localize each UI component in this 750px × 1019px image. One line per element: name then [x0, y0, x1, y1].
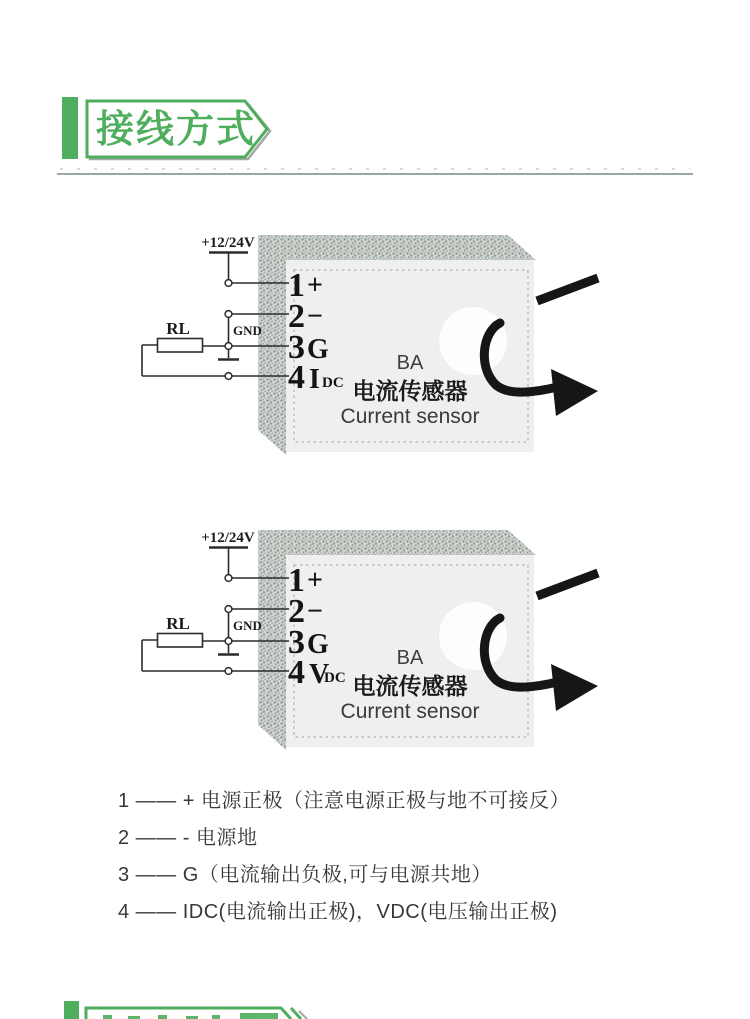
wire-hole: [439, 602, 507, 670]
measured-wire-segment: [537, 573, 598, 596]
terminal-3-symbol: G: [307, 629, 329, 660]
load-resistor-label: RL: [166, 614, 190, 633]
section-title: 接线方式: [96, 109, 257, 151]
header-arrow-chevron: [291, 1008, 301, 1019]
sensor-left-edge: [258, 555, 286, 750]
clipped-title-text-fragments: [103, 1013, 278, 1019]
device-name-cn: 电流传感器: [352, 378, 468, 404]
wiring-diagram-current-output: [142, 235, 598, 455]
next-section-header-clipped: [64, 1001, 307, 1019]
power-supply-label: +12/24V: [201, 530, 255, 546]
terminal-4-symbol: V: [309, 659, 330, 690]
section-header: [57, 97, 693, 174]
terminal-2-number: 2: [288, 593, 305, 630]
junction-dot-3: [225, 638, 232, 645]
terminal-4-number: 4: [288, 654, 305, 691]
wire-arrowhead-icon: [551, 664, 598, 711]
junction-dot-2: [225, 311, 232, 318]
junction-dot-1: [225, 280, 232, 287]
note-item-1: 1 —— + 电源正极（注意电源正极与地不可接反）: [118, 790, 570, 812]
header-accent-bar: [64, 1001, 79, 1019]
terminal-3-number: 3: [288, 624, 305, 661]
load-resistor: [158, 634, 203, 648]
wire-hole: [439, 307, 507, 375]
note-item-4: 4 —— IDC(电流输出正极)，VDC(电压输出正极): [118, 901, 558, 923]
terminal-3-symbol: G: [307, 334, 329, 365]
gnd-label: GND: [233, 323, 262, 338]
terminal-2-number: 2: [288, 298, 305, 335]
sensor-top-edge: [258, 235, 536, 260]
terminal-1-symbol: +: [307, 565, 323, 596]
terminal-2-symbol: −: [307, 301, 323, 332]
sensor-top-edge: [258, 530, 536, 555]
terminal-1-symbol: +: [307, 270, 323, 301]
junction-dot-1: [225, 575, 232, 582]
terminal-notes-list: [118, 784, 678, 932]
terminal-4-symbol: I: [309, 364, 320, 395]
device-model-label: BA: [396, 647, 424, 669]
device-name-cn: 电流传感器: [352, 673, 468, 699]
load-resistor: [158, 339, 203, 353]
terminal-1-number: 1: [288, 267, 305, 304]
terminal-1-number: 1: [288, 562, 305, 599]
junction-dot-4: [225, 668, 232, 675]
device-model-label: BA: [396, 352, 424, 374]
power-supply-label: +12/24V: [201, 235, 255, 251]
note-item-2: 2 —— - 电源地: [118, 827, 258, 849]
junction-dot-3: [225, 343, 232, 350]
gnd-label: GND: [233, 618, 262, 633]
terminal-2-symbol: −: [307, 596, 323, 627]
header-accent-bar: [62, 97, 78, 159]
note-item-3: 3 —— G（电流输出负极,可与电源共地）: [118, 864, 492, 886]
device-name-en: Current sensor: [340, 405, 480, 428]
sensor-left-edge: [258, 260, 286, 455]
load-resistor-label: RL: [166, 319, 190, 338]
wiring-diagram-voltage-output: [142, 530, 598, 750]
junction-dot-4: [225, 373, 232, 380]
terminal-4-subscript: DC: [324, 670, 346, 686]
measured-wire-segment: [537, 278, 598, 301]
device-name-en: Current sensor: [340, 700, 480, 723]
terminal-3-number: 3: [288, 329, 305, 366]
terminal-4-subscript: DC: [322, 375, 344, 391]
terminal-4-number: 4: [288, 359, 305, 396]
wire-arrowhead-icon: [551, 369, 598, 416]
junction-dot-2: [225, 606, 232, 613]
